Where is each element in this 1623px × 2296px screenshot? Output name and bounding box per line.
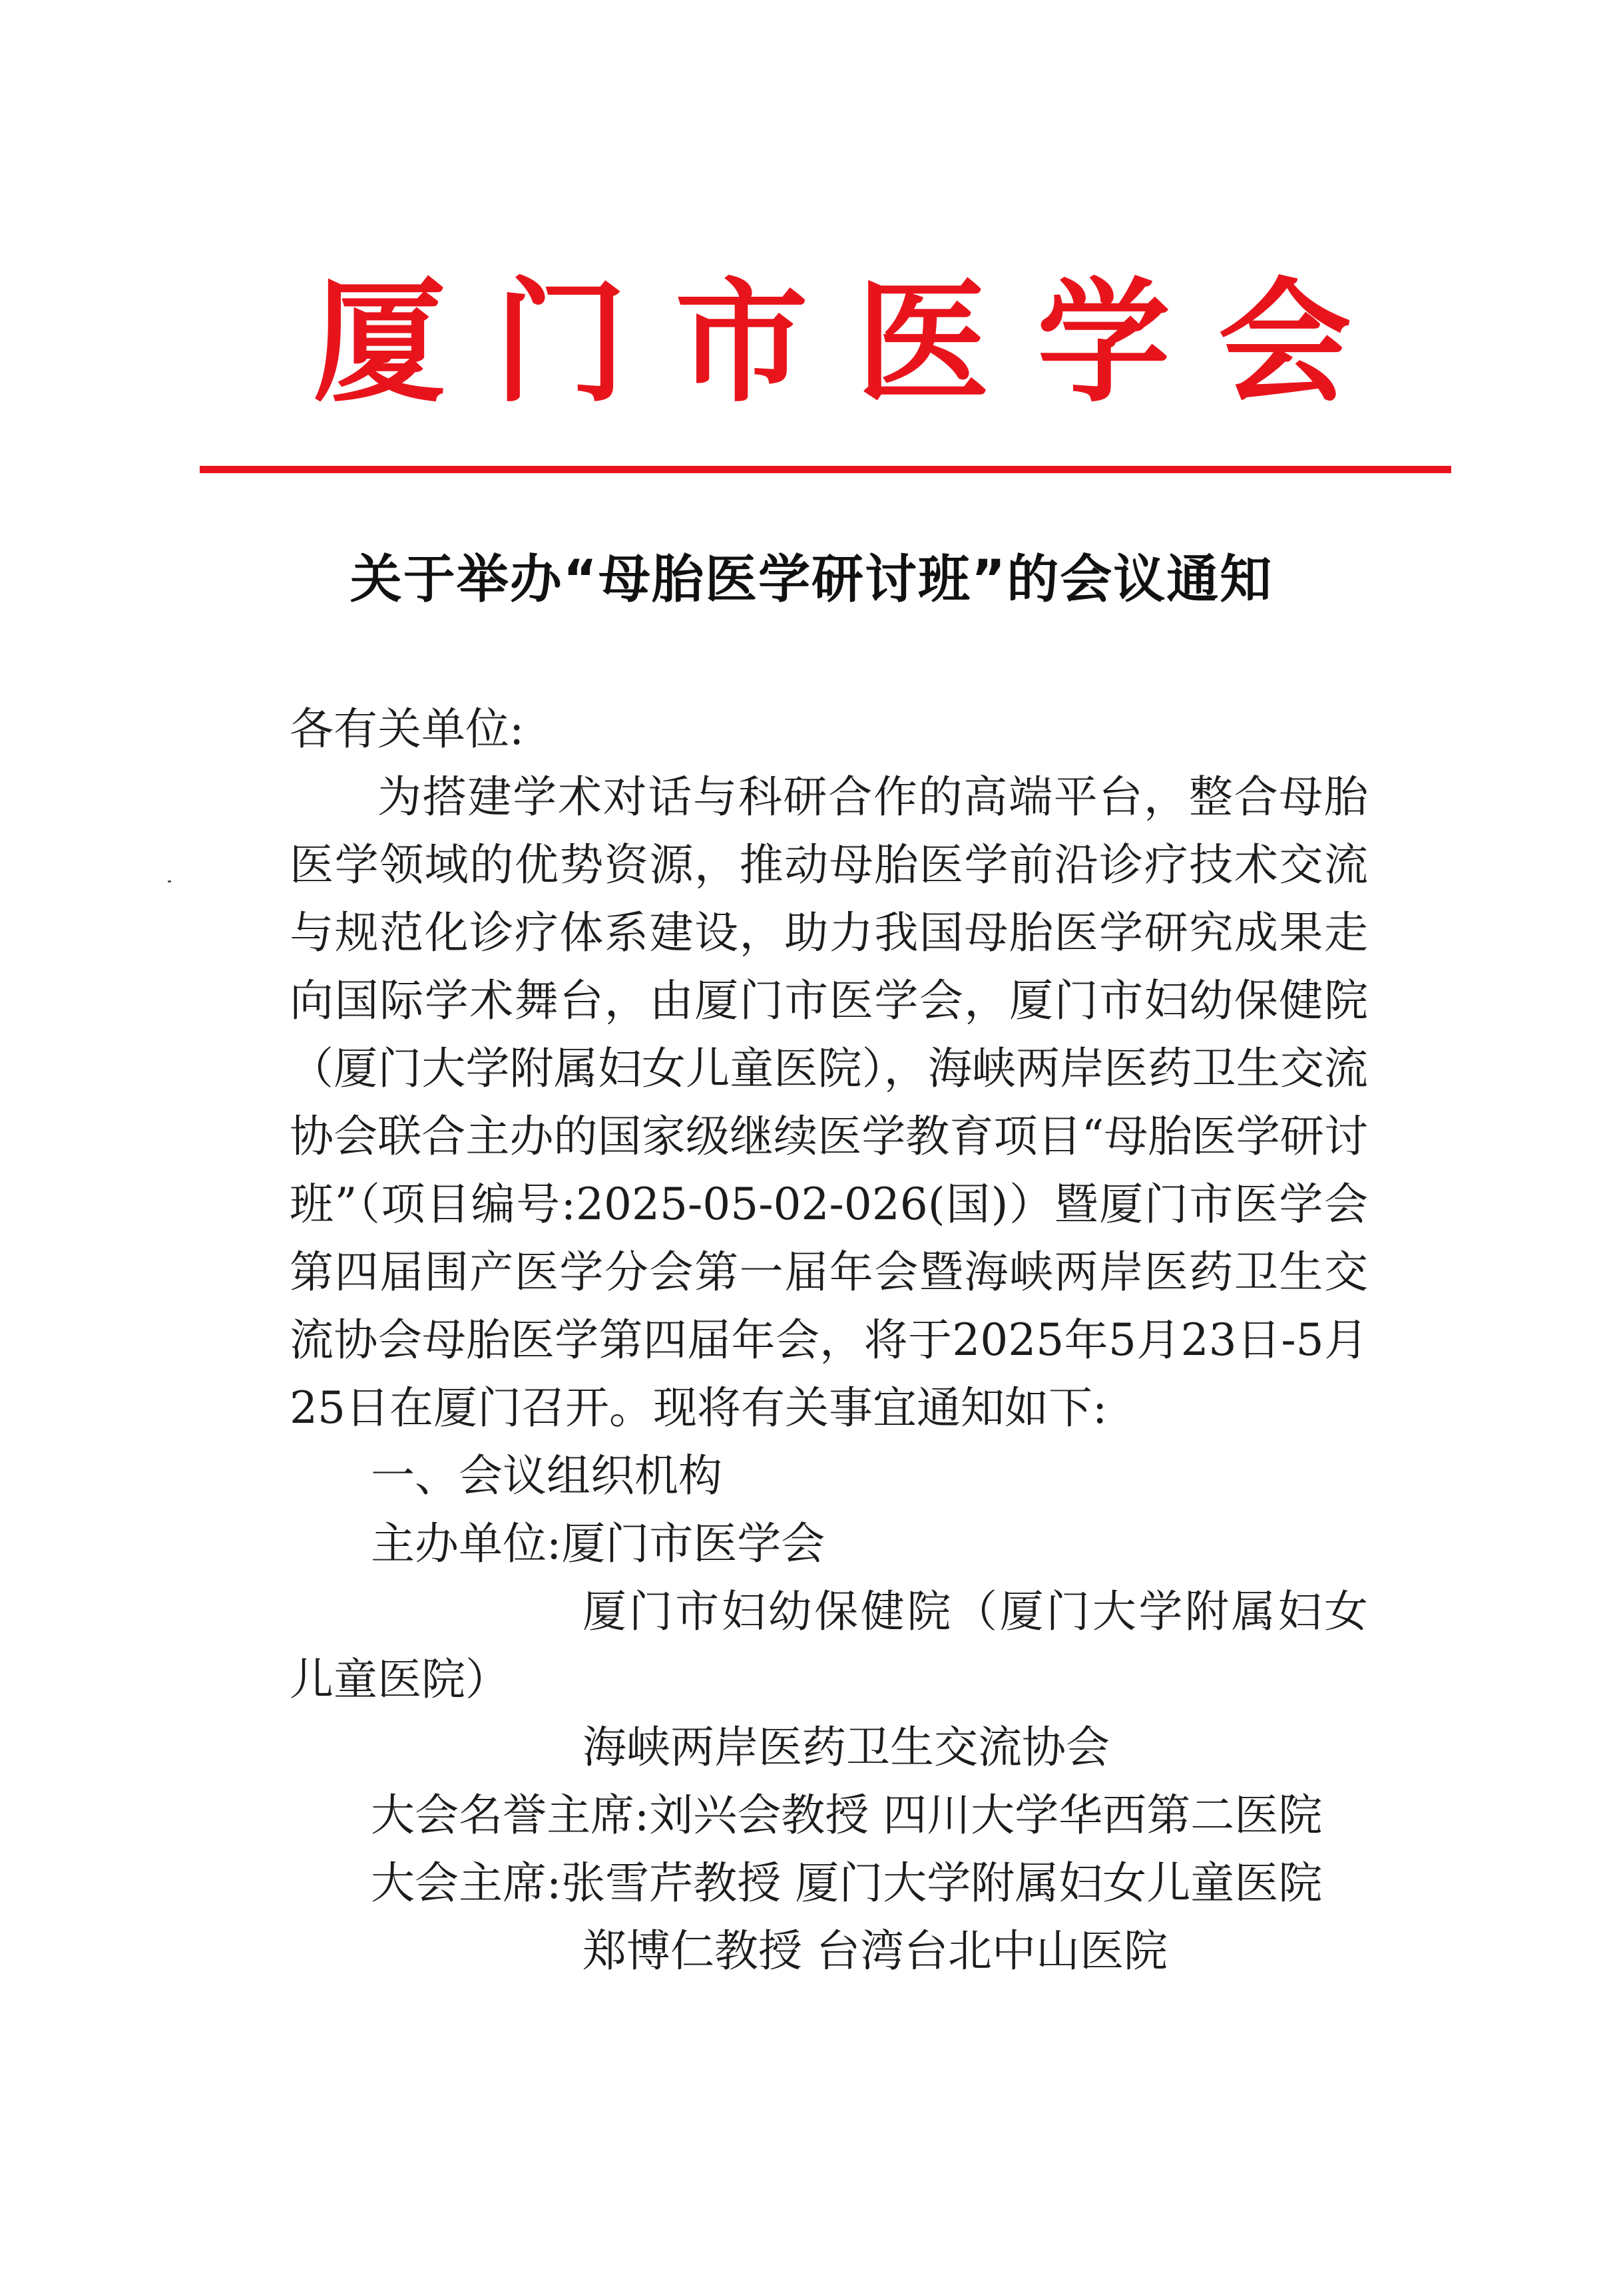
- honorary-chair-name: 刘兴会教授 四川大学华西第二医院: [649, 1790, 1323, 1841]
- chair-row: [290, 1849, 1368, 1917]
- letterhead-char: 门: [493, 264, 627, 421]
- host-row: [290, 1510, 1368, 1578]
- chair-label: 大会主席:: [371, 1857, 562, 1909]
- host-label: 主办单位:: [371, 1518, 562, 1569]
- document-title: 关于举办“母胎医学研讨班”的会议通知: [349, 550, 1274, 610]
- section-heading: 一、会议组织机构: [371, 1450, 722, 1501]
- chair-name: 郑博仁教授 台湾台北中山医院: [582, 1925, 1168, 1977]
- scan-speck: [168, 880, 171, 882]
- letterhead-char: 会: [1218, 264, 1351, 421]
- chair-name: 张雪芹教授 厦门大学附属妇女儿童医院: [561, 1857, 1323, 1909]
- intro-paragraph: 为搭建学术对话与科研合作的高端平台，整合母胎医学领域的优势资源，推动母胎医学前沿诊疗技术交流与规范化诊疗体系建设，助力我国母胎医学研究成果走向国际学术舞台，由厦门市医学会，厦门市妇幼保健院（厦门大学附属妇女儿童医院），海峡两岸医药卫生交流协会联合主办的国家级继续医学教育项目“母胎医学研讨班”（项目编号:2025-05-02-026(国)）暨厦门市医学会第四届围产医学分会第一届年会暨海峡两岸医药卫生交流协会母胎医学第四届年会，将于2025年5月23日-5月25日在厦门召开。现将有关事宜通知如下:: [290, 771, 1368, 1434]
- document-body: [290, 695, 1368, 1985]
- letterhead: [200, 263, 1451, 423]
- letterhead-char: 市: [674, 264, 808, 421]
- salutation: 各有关单位:: [290, 703, 525, 755]
- letterhead-char: 学: [1037, 264, 1170, 421]
- letterhead-char: 医: [855, 264, 989, 421]
- host-name: 厦门市医学会: [561, 1518, 825, 1569]
- host-name: 海峡两岸医药卫生交流协会: [582, 1722, 1110, 1773]
- host-name: 厦门市妇幼保健院（厦门大学附属妇女儿童医院）: [290, 1586, 1368, 1705]
- honorary-chair-label: 大会名誉主席:: [371, 1790, 650, 1841]
- letterhead-divider: [200, 466, 1451, 473]
- letterhead-char: 厦: [313, 264, 447, 421]
- honorary-chair-row: [290, 1782, 1368, 1849]
